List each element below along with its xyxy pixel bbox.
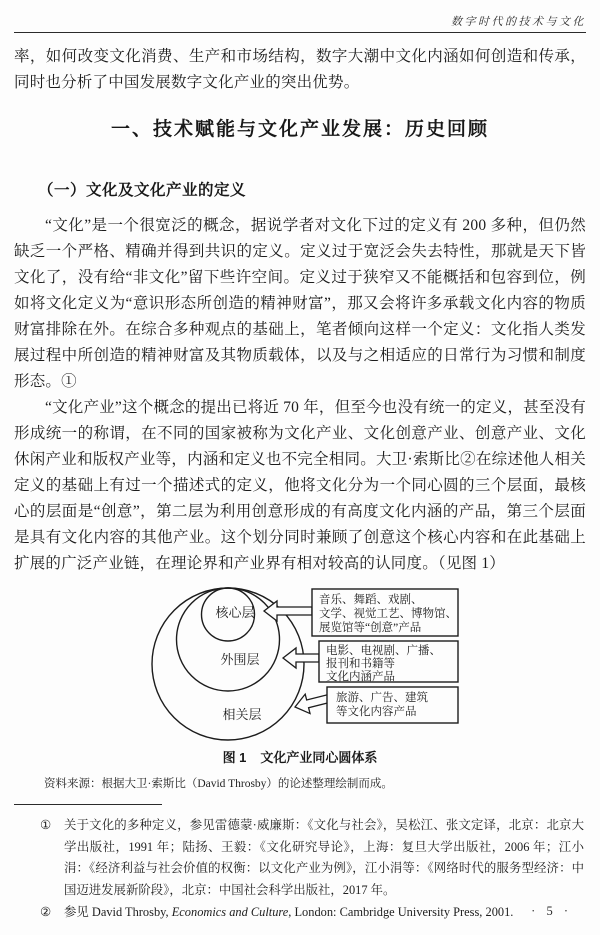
- related-products-line1: 旅游、广告、建筑: [336, 692, 428, 704]
- related-products-line2: 等文化内容产品: [336, 706, 417, 718]
- figure-caption-text: 文化产业同心圆体系: [260, 750, 378, 765]
- footnote-2-prefix: 参见 David Throsby,: [64, 905, 172, 919]
- subsection-title: （一）文化及文化产业的定义: [38, 182, 247, 199]
- figure-caption: [14, 747, 586, 766]
- footnote-1-marker: ①: [40, 818, 52, 832]
- outer-products-line1: 电影、电视剧、广播、: [326, 645, 441, 657]
- arrow-to-outer-layer: [283, 648, 319, 668]
- paragraph-culture-definition: “文化”是一个很宽泛的概念，据说学者对文化下过的定义有 200 多种，但仍然缺乏一个严格、精确并得到共识的定义。定义过于宽泛会失去特性，那就是天下皆文化了，没有给“非文化”留下些许空间。定义过于狭窄又不能概括和包容到位，例如将文化定义为“意识形态所创造的精神财富”，那又会将许多承载文化内容的物质财富排除在外。在综合多种观点的基础上，笔者倾向这样一个定义：文化指人类发展过程中所创造的精神财富及其物质载体，以及与之相适应的日常行为习惯和制度形态。①: [14, 217, 586, 390]
- paragraph-culture-industry: “文化产业”这个概念的提出已将近 70 年，但至今也没有统一的定义，甚至没有形成统一的称谓，在不同的国家被称为文化产业、文化创意产业、创意产业、文化休闲产业和版权产业等，内涵和定义也不完全相同。大卫·索斯比②在综述他人相关定义的基础上有过一个描述式的定义，他将文化分为一个同心圆的三个层面，最核心的层面是“创意”，第二层为利用创意形成的有高度文化内涵的产品，第三个层面是具有文化内容的其他产业。这个划分同时兼顾了创意这个核心内容和在此基础上扩展的广泛产业链，在理论界和产业界有相对较高的认同度。（见图 1）: [14, 399, 586, 572]
- footnote-2-suffix: , London: Cambridge University Press, 2001.: [288, 905, 514, 919]
- outer-products-line2: 报刊和书籍等: [326, 658, 395, 670]
- footnotes: [40, 815, 584, 924]
- header-rule: [14, 32, 586, 33]
- outer-products-line3: 文化内涵产品: [326, 671, 395, 683]
- running-head: 数字时代的技术与文化: [451, 16, 586, 28]
- page-number: · 5 ·: [531, 904, 572, 918]
- footnote-separator: [14, 804, 162, 805]
- footnote-2-text: [64, 902, 584, 924]
- related-layer-label: 相关层: [222, 707, 262, 722]
- outer-layer-label: 外围层: [220, 652, 260, 667]
- core-products-line1: 音乐、舞蹈、戏剧、: [319, 594, 423, 606]
- figure-1: [14, 580, 586, 766]
- footnote-2-book-title: Economics and Culture: [171, 905, 289, 919]
- core-products-line2: 文学、视觉工艺、博物馆、: [319, 608, 457, 620]
- footnote-1: [40, 815, 584, 901]
- footnote-2: [40, 902, 584, 924]
- figure-caption-label: 图 1: [222, 750, 247, 765]
- core-products-line3: 展览馆等“创意”产品: [319, 622, 422, 634]
- section-title: 一、技术赋能与文化产业发展：历史回顾: [110, 119, 489, 140]
- core-layer-label: 核心层: [215, 605, 255, 620]
- lead-paragraph: 率，如何改变文化消费、生产和市场结构，数字大潮中文化内涵如何创造和传承，同时也分析了中国发展数字文化产业的突出优势。: [14, 48, 586, 91]
- outer-layer-circle: [177, 588, 280, 691]
- figure-source-note: 资料来源：根据大卫·索斯比（David Throsby）的论述整理绘制而成。: [44, 778, 393, 790]
- footnote-2-marker: ②: [40, 905, 52, 919]
- concentric-circle-diagram: [14, 580, 586, 746]
- footnote-1-text: 关于文化的多种定义，参见雷德蒙·威廉斯：《文化与社会》，吴松江、张文定译，北京：北京大学出版社，1991 年；陆扬、王毅：《文化研究导论》，上海：复旦大学出版社，2006 年；江小涓：《经济利益与社会价值的权衡：以文化产业为例》，江小涓等：《网络时代的服务型经济：中国迈进发展新阶段》，北京：中国社会科学出版社，2017 年。: [64, 818, 584, 897]
